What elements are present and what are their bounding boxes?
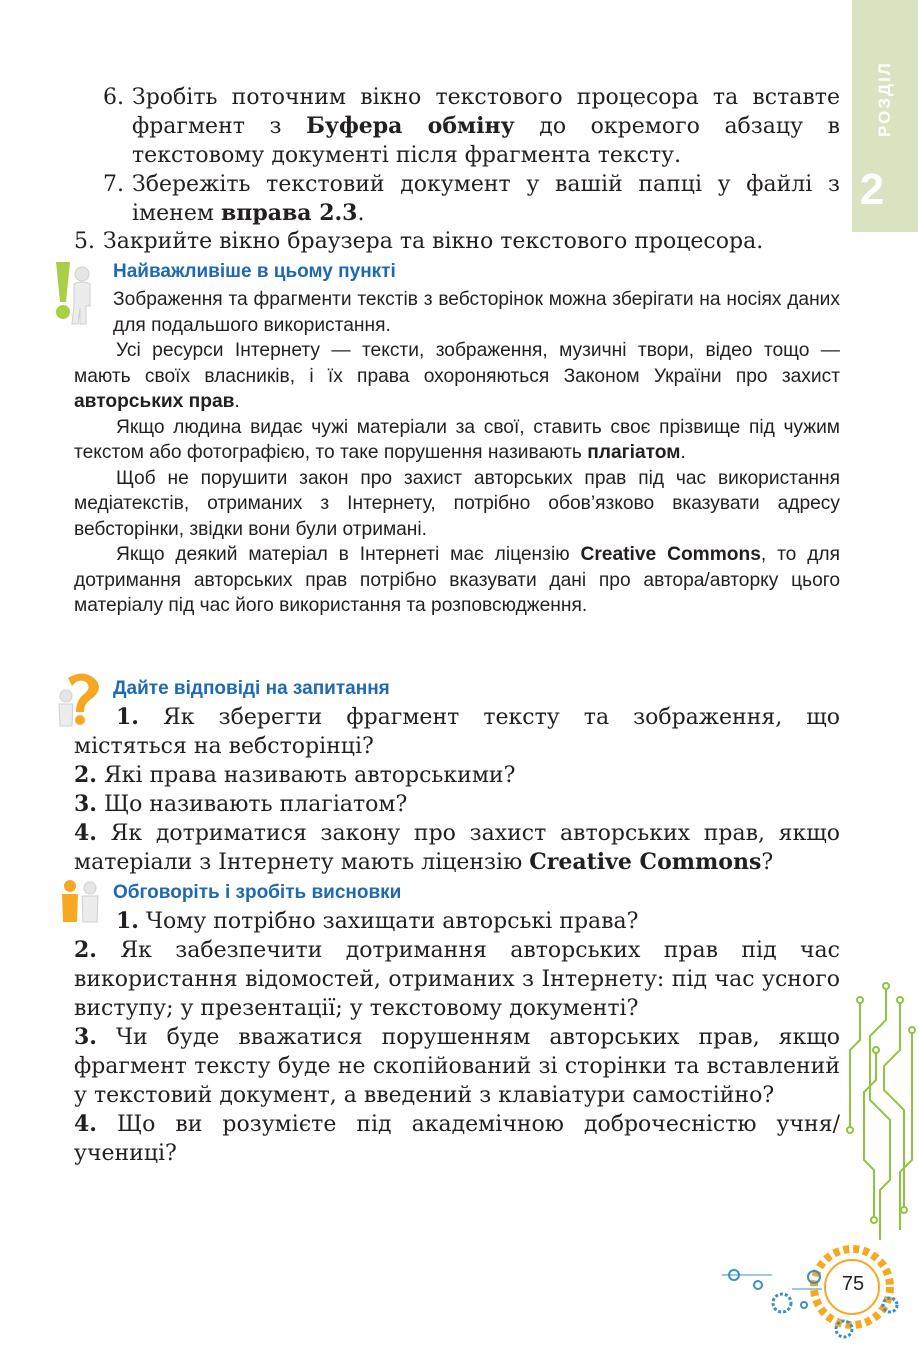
step-text: Зробіть поточним вікно текстового процесора та вставте фрагмент з xyxy=(132,85,840,139)
question-item: 1. Як зберегти фрагмент тексту та зображення, що містяться на вебсторінці? xyxy=(74,704,841,759)
step-5-number: 5. xyxy=(74,229,95,254)
summary-heading: Найважливіше в цьому пункті xyxy=(113,261,396,282)
bold-term: авторських прав xyxy=(74,391,235,412)
discuss-item: 1. Чому потрібно захищати авторські права? xyxy=(116,908,639,934)
summary-paragraph: Зображення та фрагменти текстів з вебсторінок можна зберігати на носіях даних для подальшого використання. xyxy=(113,289,840,336)
bold-term: плагіатом xyxy=(587,442,681,463)
questions-list xyxy=(74,703,840,877)
step-text: Збережіть текстовий документ у вашій папці у файлі з іменем xyxy=(132,172,840,226)
gears-decoration xyxy=(712,1225,918,1360)
page-number: 75 xyxy=(841,1273,865,1295)
discuss-item: 4. Що ви розумієте під академічною доброчесністю учня/учениці? xyxy=(74,1111,840,1166)
summary-block xyxy=(74,287,840,619)
summary-paragraph: Якщо людина видає чужі матеріали за свої, ставить своє прізвище під чужим текстом або фотографією, то таке порушення називають плагіатом. xyxy=(74,416,840,463)
step-6-text xyxy=(132,83,840,170)
discuss-item: 3. Чи буде вважатися порушенням авторських прав, якщо фрагмент тексту буде не скопійований зі сторінки та вставлений у текстовий документ, а введений з клавіатури самостійно? xyxy=(74,1024,841,1108)
summary-paragraph: Щоб не порушити закон про захист авторських прав під час використання медіатекстів, отриманих з Інтернету, потрібно обов’язково вказувати адресу вебсторінки, звідки вони були отримані. xyxy=(74,467,840,540)
circuit-decoration xyxy=(840,980,918,1250)
summary-paragraph: Усі ресурси Інтернету — тексти, зображення, музичні твори, відео тощо — мають своїх власників, і їх права охороняються Законом України про захист авторських прав. xyxy=(74,340,840,412)
discuss-list xyxy=(74,907,840,1168)
step-5-text: Закрийте вікно браузера та вікно текстового процесора. xyxy=(103,229,764,254)
discuss-item: 2. Як забезпечити дотримання авторських прав під час використання відомостей, отриманих з Інтернету: під час усного виступу; у презентації; у текстовому документі? xyxy=(74,937,840,1021)
step-bold-term: вправа 2.3 xyxy=(220,200,358,226)
step-text: . xyxy=(357,201,365,226)
section-label: РОЗДІЛ xyxy=(875,61,894,137)
step-text: до окремого абзацу в текстовому документі після фрагмента тексту. xyxy=(132,114,840,168)
questions-heading: Дайте відповіді на запитання xyxy=(113,678,390,699)
step-bold-term: Буфера обміну xyxy=(306,113,515,139)
bold-term: Creative Commons xyxy=(580,544,761,565)
summary-paragraph: Якщо деякий матеріал в Інтернеті має ліцензію Creative Commons, то для дотримання авторських прав потрібно вказувати дані про автора/авторку цього матеріалу під час його використання та розповсюдження. xyxy=(74,544,841,616)
discuss-heading: Обговоріть і зробіть висновки xyxy=(113,882,402,903)
question-item: 4. Як дотриматися закону про захист авторських прав, якщо матеріали з Інтернету мають ліцензію Creative Commons? xyxy=(74,820,840,875)
section-number: 2 xyxy=(859,165,885,214)
step-7-number: 7. xyxy=(103,172,124,197)
step-number: 6. xyxy=(103,85,124,110)
question-item: 2. Які права називають авторськими? xyxy=(74,762,516,788)
step-7-text xyxy=(132,170,840,228)
question-item: 3. Що називають плагіатом? xyxy=(74,791,408,817)
